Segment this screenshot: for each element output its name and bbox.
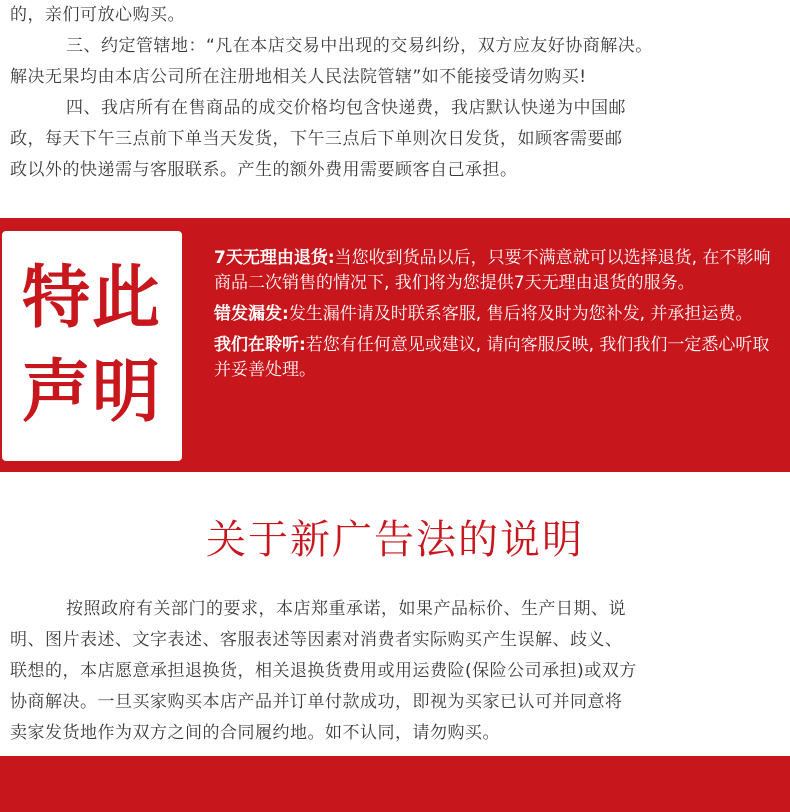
ad-law-line: 明、图片表述、文字表述、客服表述等因素对消费者实际购买产生误解、歧义、 xyxy=(10,630,623,650)
clause-3-line: 解决无果均由本店公司所在注册地相关人民法院管辖”如不能接受请勿购买! xyxy=(10,67,587,87)
clause-4-line: 四、我店所有在售商品的成交价格均包含快递费，我店默认快递为中国邮 xyxy=(66,98,626,118)
clause-4-line: 政以外的快递需与客服联系。产生的额外费用需要顾客自己承担。 xyxy=(10,160,518,180)
clause-3-line: 三、约定管辖地：“凡在本店交易中出现的交易纠纷，双方应友好协商解决。 xyxy=(66,36,653,56)
declaration-banner xyxy=(0,218,790,472)
declaration-item-body: 发生漏件请及时联系客服, 售后将及时为您补发, 并承担运费。 xyxy=(288,304,753,324)
clause-4-line: 政，每天下午三点前下单当天发货，下午三点后下单则次日发货，如顾客需要邮 xyxy=(10,129,623,149)
declaration-item-head: 错发漏发: xyxy=(214,304,289,324)
ad-law-line: 按照政府有关部门的要求，本店郑重承诺，如果产品标价、生产日期、说 xyxy=(66,599,626,619)
ad-law-line: 联想的，本店愿意承担退换货，相关退换货费用或用运费险(保险公司承担)或双方 xyxy=(10,661,637,681)
terms-top-section xyxy=(10,0,782,186)
ad-law-body xyxy=(10,594,782,749)
declaration-item-head: 我们在聆听: xyxy=(214,335,306,355)
declaration-item-misship xyxy=(214,302,778,327)
declaration-item-head: 7天无理由退货: xyxy=(214,248,335,268)
ad-law-title: 关于新广告法的说明 xyxy=(206,517,584,563)
ad-law-line: 协商解决。一旦买家购买本店产品并订单付款成功，即视为买家已认可并同意将 xyxy=(10,692,623,712)
declaration-stamp xyxy=(2,231,182,461)
declaration-items xyxy=(214,246,778,389)
declaration-item-body: 若您有任何意见或建议, 请向客服反映, 我们我们一定悉心听取并妥善处理。 xyxy=(214,335,770,380)
declaration-item-body: 当您收到货品以后，只要不满意就可以选择退货, 在不影响商品二次销售的情况下, 我们将为您提供7天无理由退货的服务。 xyxy=(214,248,771,293)
terms-line: 的，亲们可放心购买。 xyxy=(10,5,185,25)
declaration-item-return xyxy=(214,246,778,296)
stamp-text-line: 特此 xyxy=(21,259,162,338)
declaration-item-listening xyxy=(214,333,778,383)
stamp-text-line: 声明 xyxy=(21,353,162,432)
ad-law-line: 卖家发货地作为双方之间的合同履约地。如不认同，请勿购买。 xyxy=(10,723,500,743)
bottom-banner xyxy=(0,756,790,812)
